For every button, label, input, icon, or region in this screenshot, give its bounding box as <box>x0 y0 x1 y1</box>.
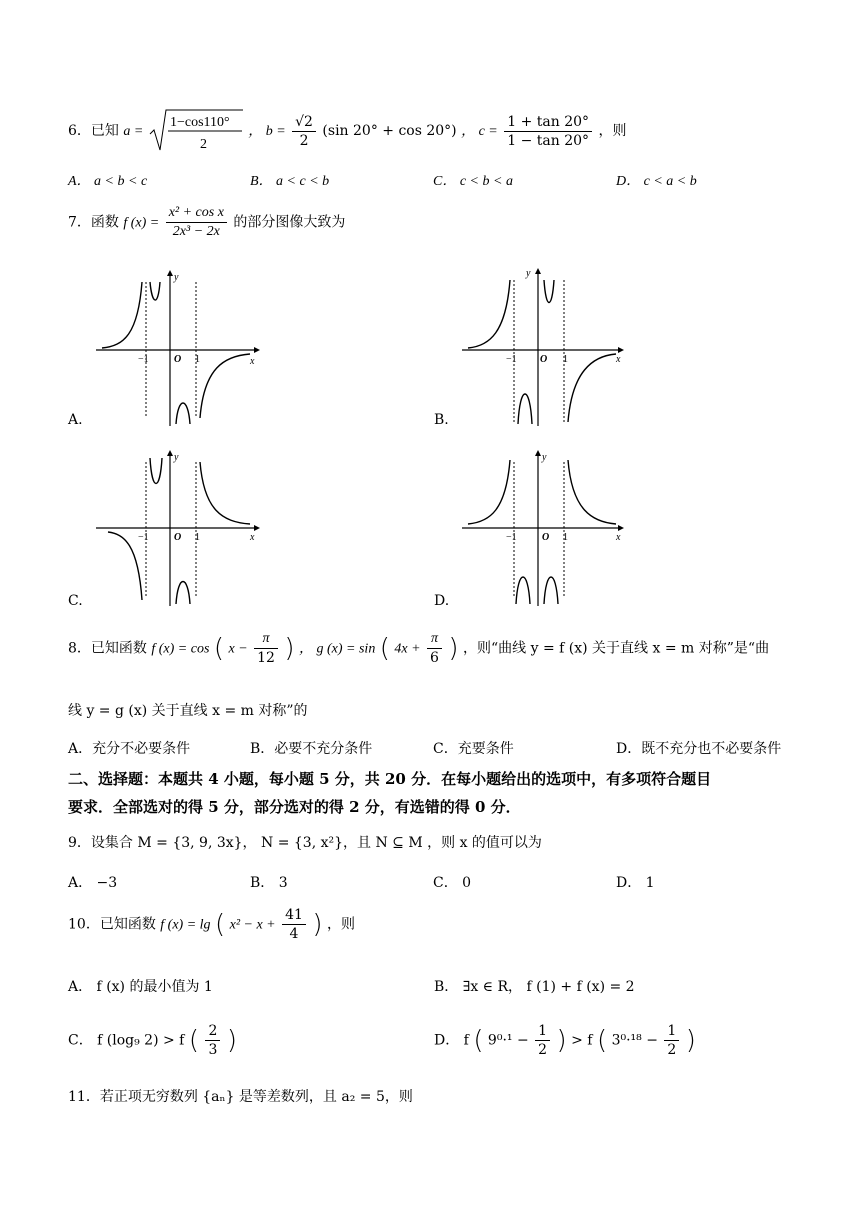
graph-d-plus1: 1 <box>563 532 568 543</box>
graph-a[interactable] <box>94 268 264 428</box>
q10-option-d-rparen2: ) <box>685 1025 696 1056</box>
graph-b-plus1: 1 <box>563 354 568 365</box>
graph-c-minus1: −1 <box>138 532 149 543</box>
q10-option-d-text-b: 9⁰·¹ − <box>487 1032 529 1049</box>
section2-heading-line2: 要求．全部选对的得 5 分，部分选对的得 2 分，有选错的得 0 分． <box>68 798 521 816</box>
q7-prefix: 7．函数 <box>68 214 119 231</box>
q8-g-frac <box>427 630 442 667</box>
q6-a-sqrt <box>148 108 244 154</box>
graph-c-plus1: 1 <box>195 532 200 543</box>
q8-g-num: π <box>427 630 442 649</box>
q10-option-d-lparen2: ( <box>596 1025 608 1056</box>
q7-suffix: 的部分图像大致为 <box>233 214 346 231</box>
q10-option-d-num1: 1 <box>535 1022 550 1041</box>
q10-option-d-rparen1: ) <box>556 1025 567 1056</box>
q8-f-rparen: ) <box>284 633 295 664</box>
q10-arg: x² − x + <box>229 917 276 933</box>
q10-option-c-num: 2 <box>205 1022 220 1041</box>
q10-option-c-den: 3 <box>208 1042 218 1058</box>
q10-option-d-num2: 1 <box>664 1022 679 1041</box>
graph-d[interactable] <box>460 448 630 610</box>
q10-option-c-rparen: ) <box>226 1025 237 1056</box>
q8-stem-line2: 线 y = g (x) 关于直线 x = m 对称”的 <box>68 703 308 719</box>
q6-a-lhs: a = <box>123 124 144 139</box>
q6-a-num: 1−cos110° <box>169 115 230 130</box>
q8-g-rparen: ) <box>448 633 459 664</box>
q10-option-c-lparen: ( <box>188 1025 199 1056</box>
q10-rparen: ) <box>312 909 323 940</box>
q7-stem <box>68 204 345 241</box>
sqrt-sign-icon <box>148 108 244 154</box>
q8-stem-line1 <box>68 630 769 667</box>
q10-option-a[interactable]: A． f (x) 的最小值为 1 <box>68 979 213 995</box>
q10-lparen: ( <box>215 909 226 940</box>
q6-b-den: 2 <box>299 132 309 149</box>
q8-line1-tail: ，则“曲线 y = f (x) 关于直线 x = m 对称”是“曲 <box>463 640 770 657</box>
graph-c-y-label: y <box>174 452 179 463</box>
q7-fx: f (x) = <box>123 215 160 231</box>
q10-option-d-den1: 2 <box>538 1042 548 1058</box>
q9-option-b[interactable]: B． 3 <box>250 875 288 891</box>
graph-c-x-label: x <box>250 532 255 543</box>
graph-d-y-label: y <box>542 452 547 463</box>
graph-a-minus1: −1 <box>138 354 149 365</box>
q7-frac <box>166 204 227 241</box>
graph-b-minus1: −1 <box>506 354 517 365</box>
q8-f-num: π <box>254 630 278 649</box>
q9-option-a[interactable]: A． −3 <box>68 875 118 891</box>
q10-option-c[interactable] <box>68 1022 237 1059</box>
q10-option-b[interactable]: B． ∃x ∈ R， f (1) + f (x) = 2 <box>434 979 635 995</box>
q8-f-den: 12 <box>257 650 275 666</box>
q6-option-c[interactable]: C． c < b < a <box>433 174 513 189</box>
q8-option-a[interactable]: A．充分不必要条件 <box>68 741 191 757</box>
q8-f: f (x) = cos <box>151 641 210 657</box>
q9-option-d[interactable]: D． 1 <box>616 875 655 891</box>
q8-option-c[interactable]: C．充要条件 <box>433 741 514 757</box>
graph-b-y-label: y <box>526 268 531 279</box>
graph-a-origin: O <box>174 354 182 365</box>
graph-a-plus1: 1 <box>195 354 200 365</box>
q6-b-num: √2 <box>292 113 316 132</box>
q7-den: 2x³ − 2x <box>172 224 220 239</box>
q6-prefix: 6．已知 <box>68 123 119 139</box>
q10-option-d-frac2 <box>664 1022 679 1059</box>
q9-option-c[interactable]: C． 0 <box>433 875 472 891</box>
graph-c[interactable] <box>94 448 264 610</box>
q10-num: 41 <box>282 906 306 925</box>
q10-den: 4 <box>289 926 299 942</box>
graph-b-origin: O <box>540 354 548 365</box>
q8-option-b[interactable]: B．必要不充分条件 <box>250 741 373 757</box>
q6-option-a[interactable]: A． a < b < c <box>68 174 148 189</box>
graph-d-label[interactable]: D. <box>434 593 450 609</box>
graph-c-origin: O <box>174 532 182 543</box>
q8-prefix: 8．已知函数 <box>68 640 147 657</box>
q10-suffix: ，则 <box>326 916 355 933</box>
q8-g: ， g (x) = sin <box>299 641 376 657</box>
graph-a-y-label: y <box>174 272 179 283</box>
q8-f-arg: x − <box>228 641 248 657</box>
q10-option-d[interactable] <box>434 1022 696 1059</box>
q10-option-d-frac1 <box>535 1022 550 1059</box>
q6-a-den: 2 <box>199 137 207 152</box>
graph-d-origin: O <box>542 532 550 543</box>
q10-option-c-text: C． f (log₉ 2) > f <box>68 1032 185 1049</box>
section2-heading-line1: 二、选择题：本题共 4 小题，每小题 5 分，共 20 分．在每小题给出的选项中，有多项符合题目 <box>68 770 712 788</box>
q6-c-num: 1 + tan 20° <box>504 113 592 132</box>
q11-stem: 11．若正项无穷数列 {aₙ} 是等差数列，且 a₂ = 5，则 <box>68 1089 413 1105</box>
q10-option-d-text-a: D． f <box>434 1032 469 1049</box>
q10-option-c-frac <box>205 1022 220 1059</box>
q8-f-frac <box>254 630 278 667</box>
graph-b-label[interactable]: B. <box>434 412 449 428</box>
q10-stem <box>68 906 355 943</box>
graph-b-x-label: x <box>616 354 621 365</box>
q8-g-den: 6 <box>430 650 439 666</box>
graph-d-x-label: x <box>616 532 621 543</box>
q6-option-d[interactable]: D． c < a < b <box>616 174 697 189</box>
q6-c-den: 1 − tan 20° <box>507 132 590 149</box>
q10-frac <box>282 906 306 943</box>
q7-num: x² + cos x <box>166 204 227 223</box>
q8-f-lparen: ( <box>213 633 225 664</box>
q8-g-lparen: ( <box>379 633 390 664</box>
q6-stem <box>68 108 626 154</box>
graph-a-label[interactable]: A. <box>68 412 83 428</box>
q6-suffix: ，则 <box>598 123 627 139</box>
q8-g-arg: 4x + <box>394 641 421 657</box>
q8-option-d[interactable]: D．既不充分也不必要条件 <box>616 741 782 757</box>
graph-b[interactable] <box>460 266 630 428</box>
graph-d-minus1: −1 <box>506 532 517 543</box>
q6-b-frac <box>292 113 316 150</box>
q9-stem: 9．设集合 M = {3, 9, 3x}， N = {3, x²}，且 N ⊆ M ，则 x 的值可以为 <box>68 835 542 851</box>
q10-option-d-text-c: > f <box>571 1032 593 1049</box>
q6-b-tail: (sin 20° + cos 20°) <box>322 123 457 139</box>
q6-c-lhs: ， c = <box>461 124 498 139</box>
q10-option-d-den2: 2 <box>667 1042 677 1058</box>
graph-a-x-label: x <box>250 356 255 367</box>
q10-prefix: 10．已知函数 <box>68 916 156 933</box>
q10-option-d-text-d: 3⁰·¹⁸ − <box>611 1032 658 1049</box>
q6-b-lhs: ， b = <box>248 124 286 139</box>
q10-f: f (x) = lg <box>160 917 211 933</box>
q6-c-frac <box>504 113 592 150</box>
q6-option-b[interactable]: B． a < c < b <box>250 174 330 189</box>
q10-option-d-lparen1: ( <box>473 1025 484 1056</box>
graph-c-label[interactable]: C. <box>68 593 83 609</box>
